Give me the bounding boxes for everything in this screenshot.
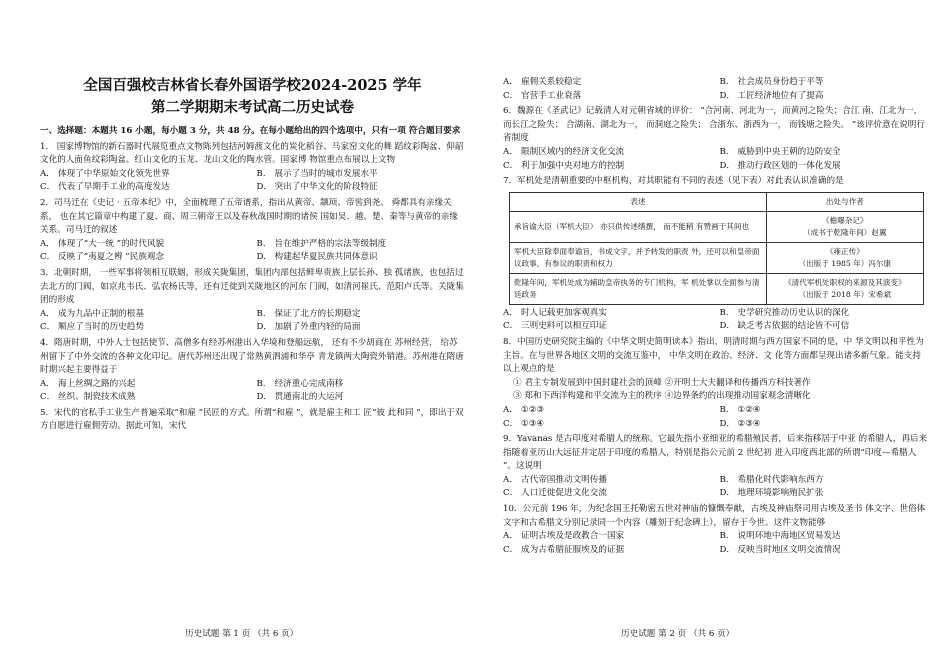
option-text: 加剧了外重内轻的局面 bbox=[274, 322, 361, 333]
option-text: 旨在维护严格的宗法等级制度 bbox=[274, 238, 387, 249]
question-stem: 7．军机处是清朝重要的中枢机构，对其职能有不同的表述（见下表）对此表认识准确的是 bbox=[503, 176, 844, 187]
option-text: 构建起华夏民族共同体意识 bbox=[274, 252, 378, 263]
option-key: C． bbox=[503, 544, 519, 555]
option-key: B． bbox=[256, 168, 272, 179]
option-key: D． bbox=[256, 182, 272, 193]
option-list bbox=[40, 168, 465, 195]
option-text: 推动行政区划的一体化发展 bbox=[737, 160, 841, 171]
source-table bbox=[509, 192, 924, 305]
option-a[interactable] bbox=[503, 404, 712, 418]
option-key: D． bbox=[719, 488, 735, 499]
question-item bbox=[503, 503, 928, 557]
option-key: A． bbox=[503, 531, 518, 542]
source-line: 《清代军机处职权的来源及其演变》 bbox=[784, 277, 906, 287]
option-text: 反映了“夷夏之辨 ”民族观念 bbox=[58, 252, 165, 263]
option-key: D． bbox=[719, 321, 735, 332]
option-c[interactable] bbox=[503, 487, 712, 501]
question-stem: 8．中国历史研究院主编的《中华文明史简明读本》指出，明清时期与西方国家不同的是，中 华文明以和平性为主旨。在与世界各地区文明的交流互鉴中， 中华文明在政治、经济、文 化等方面都呈现出诸多新气象。能支持以上观点的是 bbox=[503, 336, 924, 375]
option-text: 保证了北方的长期稳定 bbox=[274, 308, 361, 319]
option-key: B． bbox=[719, 146, 735, 157]
source-line: 《檐曝杂记》 bbox=[822, 215, 868, 225]
option-text: 官营手工业衰落 bbox=[521, 90, 582, 101]
option-key: D． bbox=[256, 322, 272, 333]
question-stem: 5．宋代的官私手工业生产普遍采取“和雇 ”民匠的方式。所谓“和雇 ”，就是雇主和工 匠“彼 此和同 ”，即出于双方自愿进行雇佣劳动。据此可知，宋代 bbox=[40, 407, 464, 432]
section-heading: 一、选择题：本题共 16 小题，每小题 3 分，共 48 分。在每小题给出的四个选项中，只有一项 符合题目要求 bbox=[40, 126, 461, 136]
option-text: 说明环地中海地区贸易发达 bbox=[737, 531, 841, 542]
option-key: C． bbox=[503, 321, 519, 332]
option-c[interactable] bbox=[503, 544, 712, 558]
option-text: 三则史料可以相互印证 bbox=[521, 321, 607, 332]
option-b[interactable] bbox=[720, 307, 929, 321]
option-text: 希腊化时代影响东西方 bbox=[737, 474, 824, 485]
question-item bbox=[40, 197, 465, 265]
option-b[interactable] bbox=[257, 378, 466, 392]
option-key: D． bbox=[256, 392, 272, 403]
option-text: ①②④ bbox=[737, 404, 761, 415]
source-line: （出版于 2018 年）宋希斌 bbox=[798, 289, 892, 299]
option-key: A． bbox=[40, 308, 55, 319]
option-key: A． bbox=[40, 378, 55, 389]
question-item bbox=[503, 175, 928, 334]
option-key: B． bbox=[719, 404, 735, 415]
option-list bbox=[40, 308, 465, 335]
option-b[interactable] bbox=[257, 238, 466, 252]
option-b[interactable] bbox=[720, 530, 929, 544]
option-text: 经济重心完成南移 bbox=[274, 378, 344, 389]
option-key: B． bbox=[719, 531, 735, 542]
option-key: C． bbox=[503, 90, 519, 101]
source-line: 《雍正传》 bbox=[825, 246, 864, 256]
option-d[interactable] bbox=[720, 418, 929, 432]
option-text: 成为九品中正制的根基 bbox=[58, 308, 144, 319]
option-text: 代表了早期手工业的高度发达 bbox=[58, 182, 170, 193]
option-key: A． bbox=[503, 404, 518, 415]
option-b[interactable] bbox=[720, 146, 929, 160]
table-header-cell: 表述 bbox=[510, 192, 767, 211]
option-key: A． bbox=[503, 307, 518, 318]
option-key: D． bbox=[719, 90, 735, 101]
option-key: B． bbox=[256, 378, 272, 389]
option-text: 史学研究推动历史认识的深化 bbox=[737, 307, 850, 318]
exam-title bbox=[40, 75, 465, 119]
question-stem: 4．隋唐时期，中外人士包括使节、高僧多有经苏州港出入华境和登船远航， 还有不少胡商在 苏州经营， 给苏州留下了中外交流的各种文化印记。唐代苏州还出现了常熟黄泗浦和华亭 青龙镇两大陶瓷外销港。苏州港在隋唐时期兴起主要得益于 bbox=[40, 337, 464, 376]
option-d[interactable] bbox=[720, 320, 929, 334]
table-cell-source bbox=[766, 273, 923, 304]
option-d[interactable] bbox=[720, 160, 929, 174]
option-key: C． bbox=[40, 182, 56, 193]
option-key: A． bbox=[503, 146, 518, 157]
question-item bbox=[40, 407, 465, 434]
option-c[interactable] bbox=[40, 251, 249, 265]
option-key: C． bbox=[40, 392, 56, 403]
option-key: D． bbox=[256, 252, 272, 263]
option-a[interactable] bbox=[503, 76, 712, 90]
table-row bbox=[510, 273, 924, 304]
option-key: C． bbox=[503, 488, 519, 499]
option-key: A． bbox=[40, 168, 55, 179]
option-b[interactable] bbox=[257, 308, 466, 322]
option-text: 人口迁徙促进文化交流 bbox=[521, 488, 607, 499]
option-a[interactable] bbox=[40, 378, 249, 392]
option-text: 地理环境影响殖民扩张 bbox=[737, 488, 824, 499]
title-line-2: 第二学期期末考试高二历史试卷 bbox=[151, 99, 354, 116]
option-c[interactable] bbox=[503, 160, 712, 174]
option-d[interactable] bbox=[257, 251, 466, 265]
question-item bbox=[503, 433, 928, 501]
option-a[interactable] bbox=[503, 530, 712, 544]
option-text: 雇佣关系较稳定 bbox=[521, 77, 582, 87]
option-b[interactable] bbox=[720, 404, 929, 418]
option-text: 社会成员身份趋于平等 bbox=[737, 77, 824, 87]
question-stem: 2．司马迁在《史记 · 五帝本纪》中，全面梳理了五帝谱系，指出从黄帝、颛顼、帝喾到尧、 舜都具有亲缘关系， 也在其它篇章中构建了夏、商、周三朝帝王以及春秋战国时期的诸侯 国如吴、越、楚、秦等与黄帝的亲缘关系。司马迁的叙述 bbox=[40, 197, 458, 236]
option-text: 成为古希腊征服埃及的证据 bbox=[521, 544, 625, 555]
question-stem: 9．Yavanas 是古印度对希腊人的统称。它最先指小亚细亚的希腊殖民者，后来指移居于中亚 的希腊人，再后来指随着亚历山大远征并定居于印度的希腊人，特别是指公元前 2 世纪初 进入印度西北部的所谓“印度—希腊人 ”。这说明 bbox=[503, 434, 928, 472]
option-text: 体现了“大一统 ”的时代风貌 bbox=[58, 238, 165, 249]
question-stem: 6．魏源在《圣武记》记载清人对元朝省域的评价： “合河南、河北为一，而黄河之险失；合江 南、江北为一， 而长江之险失； 合湖南、湖北为一， 而洞庭之险失； 合浙东、浙西为一， 而钱塘之险失。 ”该评价意在说明行省制度 bbox=[503, 106, 925, 144]
option-text: 古代帝国推动文明传播 bbox=[521, 474, 607, 485]
option-d[interactable] bbox=[720, 487, 929, 501]
question-stem: 10．公元前 196 年，为纪念国王托勒密五世对神庙的慷慨奉献，古埃及神庙祭司用古埃及圣书 体文字、世俗体文字和古希腊文分别记录同一个内容（雕刻于纪念碑上），留存于今世。这件文物能够 bbox=[503, 504, 926, 528]
option-text: 威胁到中央王朝的边防安全 bbox=[737, 146, 841, 157]
question-item bbox=[40, 267, 465, 335]
table-cell-text: 承旨谕大臣（军机大臣） 亦只供传述缮撰， 而不能稍 有赞画于其间也 bbox=[510, 211, 767, 242]
option-key: B． bbox=[719, 474, 735, 485]
option-b[interactable] bbox=[257, 168, 466, 182]
question-item bbox=[503, 336, 928, 431]
source-line: （出版于 1985 年）冯尔康 bbox=[798, 258, 892, 268]
source-line: （成书于乾隆年间）赵翼 bbox=[803, 227, 887, 237]
option-key: B． bbox=[256, 308, 272, 319]
option-list bbox=[40, 238, 465, 265]
option-key: C． bbox=[40, 252, 56, 263]
option-d[interactable] bbox=[257, 391, 466, 405]
option-text: 突出了中华文化的阶段特征 bbox=[274, 182, 378, 193]
option-key: A． bbox=[503, 77, 518, 87]
option-c[interactable] bbox=[40, 321, 249, 335]
option-text: ①③④ bbox=[521, 418, 545, 429]
option-c[interactable] bbox=[503, 418, 712, 432]
question-stem: 1． 国家博物馆的新石器时代展览重点文物陈列包括河姆渡文化的炭化稻谷、马家窑文化的舞 蹈纹彩陶盆、仰韶文化的人面鱼纹彩陶盆、红山文化的玉龙、龙山文化的陶水管。国家博 物馆重点布展以上文物 bbox=[40, 141, 464, 166]
question-item bbox=[503, 76, 928, 103]
option-a[interactable] bbox=[503, 474, 712, 488]
option-text: 丝织、制瓷技术成熟 bbox=[58, 392, 136, 403]
option-a[interactable] bbox=[40, 238, 249, 252]
option-a[interactable] bbox=[503, 307, 712, 321]
option-text: 海上丝绸之路的兴起 bbox=[58, 378, 136, 389]
option-c[interactable] bbox=[503, 90, 712, 104]
option-text: 展示了当时的城市发展水平 bbox=[274, 168, 378, 179]
page-footer-left: 历史试题 第 1 页 （共 6 页） bbox=[185, 629, 299, 639]
table-cell-source bbox=[766, 211, 923, 242]
question-item bbox=[40, 141, 465, 195]
option-c[interactable] bbox=[40, 181, 249, 195]
title-line-1: 全国百强校吉林省长春外国语学校2024-2025 学年 bbox=[83, 77, 422, 94]
question-item bbox=[503, 105, 928, 173]
option-key: B． bbox=[256, 238, 272, 249]
left-question-list bbox=[40, 141, 465, 434]
option-list bbox=[503, 404, 928, 431]
option-key: C． bbox=[40, 322, 56, 333]
option-key: C． bbox=[503, 418, 519, 429]
question-stem: 3．北朝时期， 一些军事将领相互联姻，形成关陇集团，集团内部包括鲜卑贵族上层长孙、独 孤诸族，也包括过去北方的门阀，如京兆韦氏、弘农杨氏等，还有迁徙到关陇地区的河东 门阀，如清河崔氏、范阳卢氏等。关陇集团的形成 bbox=[40, 267, 464, 306]
table-cell-source bbox=[766, 242, 923, 273]
table-cell-text: 乾隆年间，军机处成为辅助皇帝执务的专门机构，军 机处掌以全面参与清廷政务 bbox=[510, 273, 767, 304]
statement-item: ③ 郑和下西洋构建和平交流为主的秩序 ④边界条约的出现推动国家观念清晰化 bbox=[513, 391, 811, 402]
option-d[interactable] bbox=[257, 321, 466, 335]
option-text: ②③④ bbox=[737, 418, 761, 429]
option-key: A． bbox=[503, 474, 518, 485]
option-text: 贯通南北的大运河 bbox=[274, 392, 344, 403]
option-a[interactable] bbox=[40, 308, 249, 322]
option-text: 缺乏考古依据的结论皆不可信 bbox=[737, 321, 850, 332]
option-key: A． bbox=[40, 238, 55, 249]
option-c[interactable] bbox=[40, 391, 249, 405]
option-list bbox=[503, 146, 928, 173]
left-column bbox=[40, 0, 465, 434]
table-cell-text: 军机大臣除奉面奉谕旨，书成文字，并予转发的职责 外，还可以和皇帝面议政事，有参议的职责和权力 bbox=[510, 242, 767, 273]
option-list bbox=[40, 378, 465, 405]
table-row bbox=[510, 211, 924, 242]
option-b[interactable] bbox=[720, 474, 929, 488]
option-text: 顺应了当时的历史趋势 bbox=[58, 322, 144, 333]
option-text: 证明古埃及是政教合一国家 bbox=[521, 531, 625, 542]
option-text: ①②③ bbox=[521, 404, 545, 415]
option-text: 工匠经济地位有了提高 bbox=[737, 90, 824, 101]
option-list bbox=[503, 307, 928, 334]
option-b[interactable] bbox=[720, 76, 929, 90]
question-item bbox=[40, 337, 465, 405]
table-row bbox=[510, 242, 924, 273]
option-key: D． bbox=[719, 160, 735, 171]
option-a[interactable] bbox=[40, 168, 249, 182]
option-text: 利于加强中央对地方的控制 bbox=[521, 160, 625, 171]
option-d[interactable] bbox=[720, 544, 929, 558]
option-list bbox=[503, 474, 928, 501]
option-a[interactable] bbox=[503, 146, 712, 160]
right-question-list bbox=[503, 76, 928, 557]
option-d[interactable] bbox=[720, 90, 929, 104]
option-key: B． bbox=[719, 77, 735, 87]
option-c[interactable] bbox=[503, 320, 712, 334]
option-key: D． bbox=[719, 544, 735, 555]
option-text: 时人记载更加客观真实 bbox=[521, 307, 607, 318]
right-column bbox=[503, 74, 928, 557]
option-text: 反映当时地区文明交流情况 bbox=[737, 544, 841, 555]
option-key: B． bbox=[719, 307, 735, 318]
option-list bbox=[503, 76, 928, 103]
option-list bbox=[503, 530, 928, 557]
option-d[interactable] bbox=[257, 181, 466, 195]
table-header-cell: 出处与作者 bbox=[766, 192, 923, 211]
statement-item: ① 君主专制发展到中国封建社会的顶峰 ②开明士大夫翻译和传播西方科技著作 bbox=[513, 377, 811, 388]
option-key: D． bbox=[719, 418, 735, 429]
option-text: 限制区域内的经济文化交流 bbox=[521, 146, 625, 157]
option-text: 体现了中华原始文化领先世界 bbox=[58, 168, 170, 179]
option-key: C． bbox=[503, 160, 519, 171]
page-footer-right: 历史试题 第 2 页 （共 6 页） bbox=[621, 629, 735, 639]
